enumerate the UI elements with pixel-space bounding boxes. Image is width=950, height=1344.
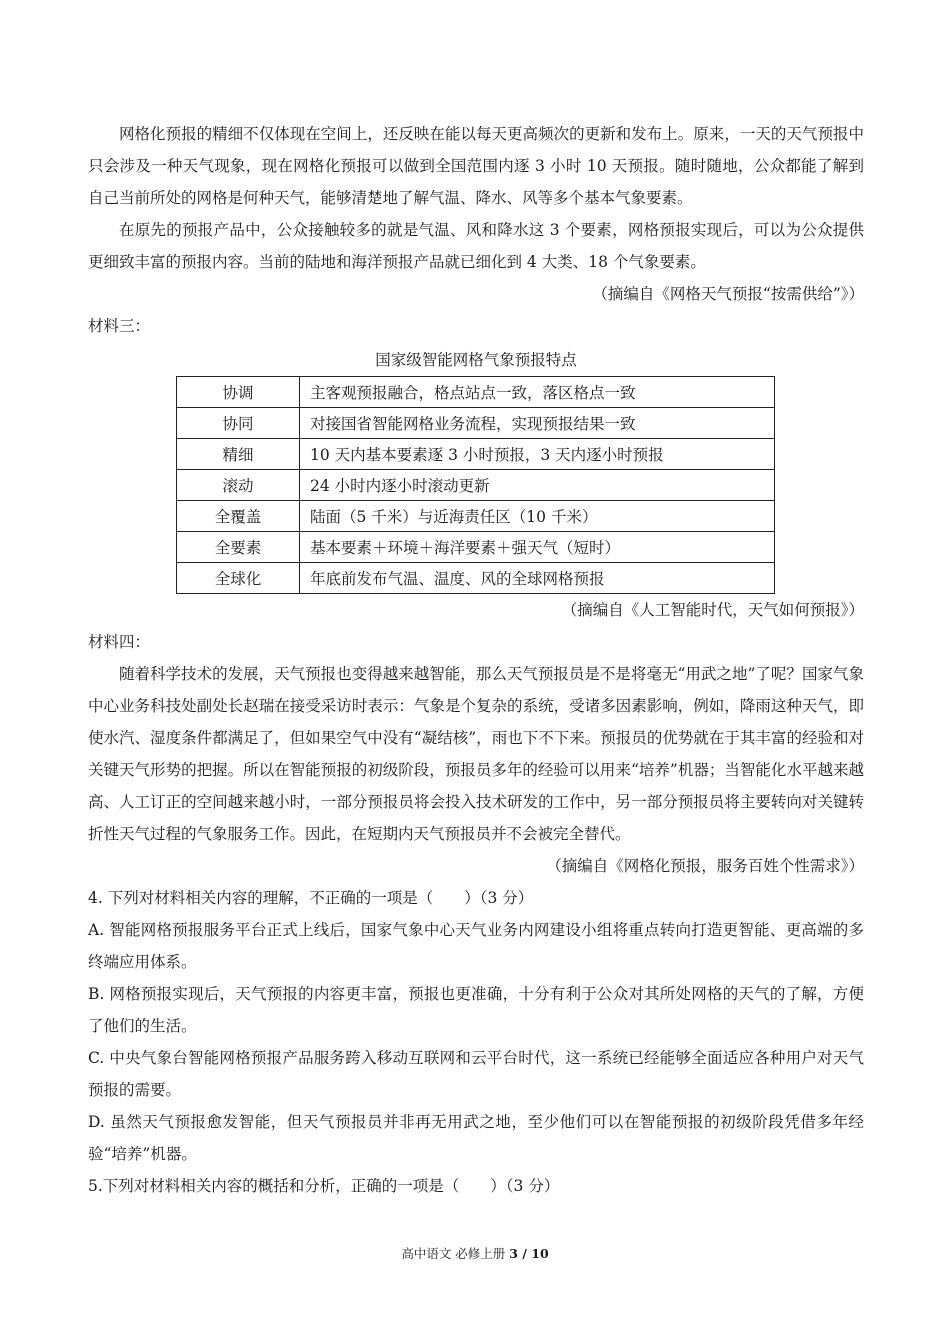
table-row — [177, 501, 775, 532]
table-cell-value: 基本要素＋环境＋海洋要素＋强天气（短时） — [300, 532, 775, 563]
page-content — [88, 118, 864, 1202]
question-5-stem: 5.下列对材料相关内容的概括和分析，正确的一项是（ ）（3 分） — [88, 1177, 560, 1195]
table-row — [177, 563, 775, 594]
material4-label: 材料四： — [88, 633, 151, 651]
material2-paragraph-1: 网格化预报的精细不仅体现在空间上，还反映在能以每天更高频次的更新和发布上。原来，一天的天气预报中只会涉及一种天气现象，现在网格化预报可以做到全国范围内逐 3 小时 10 天预报。随时随地，公众都能了解到自己当前所处的网格是何种天气，能够清楚地了解气温、降水、风等多个基本气象要素。 — [88, 125, 864, 207]
material2-paragraph-2: 在原先的预报产品中，公众接触较多的就是气温、风和降水这 3 个要素，网格预报实现后，可以为公众提供更细致丰富的预报内容。当前的陆地和海洋预报产品就已细化到 4 大类、18 个气象要素。 — [88, 221, 864, 271]
page-footer — [0, 1244, 950, 1262]
table-row — [177, 408, 775, 439]
question-4-option-d: D. 虽然天气预报愈发智能，但天气预报员并非再无用武之地，至少他们可以在智能预报的初级阶段凭借多年经验“培养”机器。 — [88, 1113, 864, 1163]
material3-label: 材料三： — [88, 317, 151, 335]
table-row — [177, 439, 775, 470]
material3-source: （摘编自《人工智能时代，天气如何预报》） — [561, 601, 864, 619]
table-row — [177, 377, 775, 408]
table-cell-key: 协调 — [177, 377, 300, 408]
footer-page-number: 3 / 10 — [509, 1246, 549, 1261]
table-cell-key: 全覆盖 — [177, 501, 300, 532]
footer-subject: 高中语文 必修上册 — [401, 1246, 510, 1261]
table-row — [177, 470, 775, 501]
question-4-option-c: C. 中央气象台智能网格预报产品服务跨入移动互联网和云平台时代，这一系统已经能够全面适应各种用户对天气预报的需要。 — [88, 1049, 864, 1099]
table-cell-value: 主客观预报融合，格点站点一致，落区格点一致 — [300, 377, 775, 408]
table-cell-value: 对接国省智能网格业务流程，实现预报结果一致 — [300, 408, 775, 439]
table-cell-value: 10 天内基本要素逐 3 小时预报，3 天内逐小时预报 — [300, 439, 775, 470]
table-title: 国家级智能网格气象预报特点 — [375, 351, 577, 369]
table-cell-value: 陆面（5 千米）与近海责任区（10 千米） — [300, 501, 775, 532]
table-cell-key: 全球化 — [177, 563, 300, 594]
table-cell-key: 精细 — [177, 439, 300, 470]
question-4-option-b: B. 网格预报实现后，天气预报的内容更丰富，预报也更准确，十分有利于公众对其所处网格的天气的了解，方便了他们的生活。 — [88, 985, 864, 1035]
question-4-stem: 4. 下列对材料相关内容的理解，不正确的一项是（ ）（3 分） — [88, 889, 534, 907]
material2-source: （摘编自《网格天气预报“按需供给”》） — [592, 285, 864, 303]
table-cell-value: 年底前发布气温、温度、风的全球网格预报 — [300, 563, 775, 594]
question-4-option-a: A. 智能网格预报服务平台正式上线后，国家气象中心天气业务内网建设小组将重点转向打造更智能、更高端的多终端应用体系。 — [88, 921, 864, 971]
material4-source: （摘编自《网格化预报，服务百姓个性需求》） — [546, 857, 864, 875]
material4-paragraph: 随着科学技术的发展，天气预报也变得越来越智能，那么天气预报员是不是将毫无“用武之地”了呢？国家气象中心业务科技处副处长赵瑞在接受采访时表示：气象是个复杂的系统，受诸多因素影响，例如，降雨这种天气，即使水汽、湿度条件都满足了，但如果空气中没有“凝结核”，雨也下不下来。预报员的优势就在于其丰富的经验和对关键天气形势的把握。所以在智能预报的初级阶段，预报员多年的经验可以用来“培养”机器；当智能化水平越来越高、人工订正的空间越来越小时，一部分预报员将会投入技术研发的工作中，另一部分预报员将主要转向对关键转折性天气过程的气象服务工作。因此，在短期内天气预报员并不会被完全替代。 — [88, 665, 864, 843]
table-cell-key: 协同 — [177, 408, 300, 439]
table-row — [177, 532, 775, 563]
features-table — [176, 376, 775, 594]
table-cell-key: 全要素 — [177, 532, 300, 563]
table-cell-value: 24 小时内逐小时滚动更新 — [300, 470, 775, 501]
table-cell-key: 滚动 — [177, 470, 300, 501]
